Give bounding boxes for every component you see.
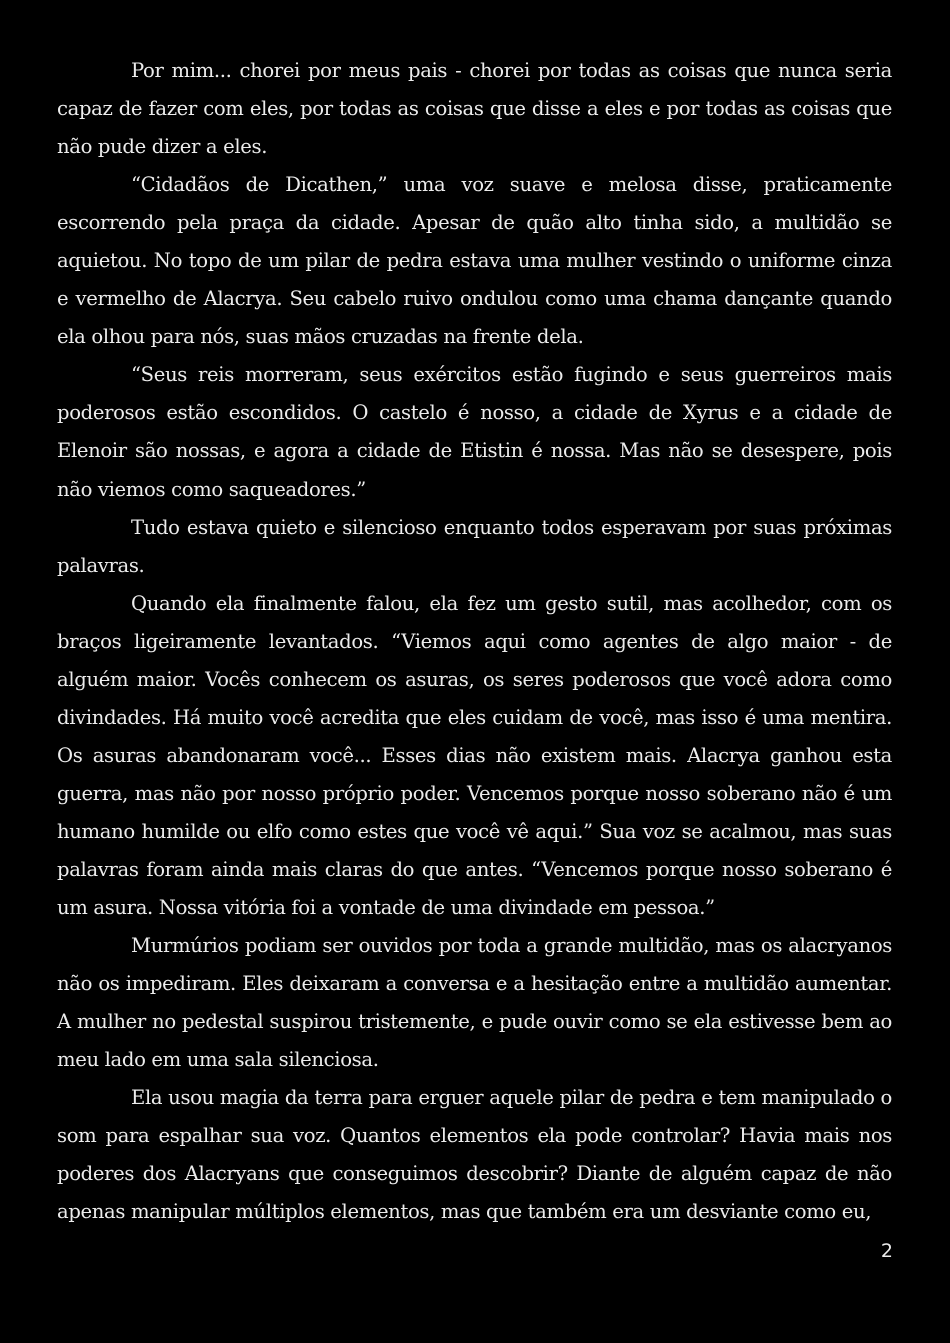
paragraph-3: “Seus reis morreram, seus exércitos estão fugindo e seus guerreiros mais poderosos estão escondidos. O castelo é nosso, a cidade de Xyrus e a cidade de Elenoir são nossas, e agora a cidade de Etistin é nossa. Mas não se desespere, pois não viemos como saqueadores.” [57,363,892,501]
paragraph-6: Murmúrios podiam ser ouvidos por toda a grande multidão, mas os alacryanos não os impediram. Eles deixaram a conversa e a hesitação entre a multidão aumentar. A mulher no pedestal suspirou tristemente, e pude ouvir como se ela estivesse bem ao meu lado em uma sala silenciosa. [57,934,892,1072]
paragraph-4: Tudo estava quieto e silencioso enquanto todos esperavam por suas próximas palavras. [57,515,892,577]
paragraph-7: Ela usou magia da terra para erguer aquele pilar de pedra e tem manipulado o som para espalhar sua voz. Quantos elementos ela pode controlar? Havia mais nos poderes dos Alacryans que conseguimos descobrir? Diante de alguém capaz de não apenas manipular múltiplos elementos, mas que também era um desviante como eu, [57,1086,892,1224]
page-number: 2 [880,1240,893,1262]
paragraph-5: Quando ela finalmente falou, ela fez um gesto sutil, mas acolhedor, com os braços ligeiramente levantados. “Viemos aqui como agentes de algo maior - de alguém maior. Vocês conhecem os asuras, os seres poderosos que você adora como divindades. Há muito você acredita que eles cuidam de você, mas isso é uma mentira. Os asuras abandonaram você... Esses dias não existem mais. Alacrya ganhou esta guerra, mas não por nosso próprio poder. Vencemos porque nosso soberano não é um humano humilde ou elfo como estes que você vê aqui.” Sua voz se acalmou, mas suas palavras foram ainda mais claras do que antes. “Vencemos porque nosso soberano é um asura. Nossa vitória foi a vontade de uma divindade em pessoa.” [57,591,892,920]
paragraph-2: “Cidadãos de Dicathen,” uma voz suave e melosa disse, praticamente escorrendo pela praça da cidade. Apesar de quão alto tinha sido, a multidão se aquietou. No topo de um pilar de pedra estava uma mulher vestindo o uniforme cinza e vermelho de Alacrya. Seu cabelo ruivo ondulou como uma chama dançante quando ela olhou para nós, suas mãos cruzadas na frente dela. [57,173,892,349]
paragraph-1: Por mim... chorei por meus pais - chorei por todas as coisas que nunca seria capaz de fazer com eles, por todas as coisas que disse a eles e por todas as coisas que não pude dizer a eles. [57,59,892,159]
page-body [57,52,892,1231]
